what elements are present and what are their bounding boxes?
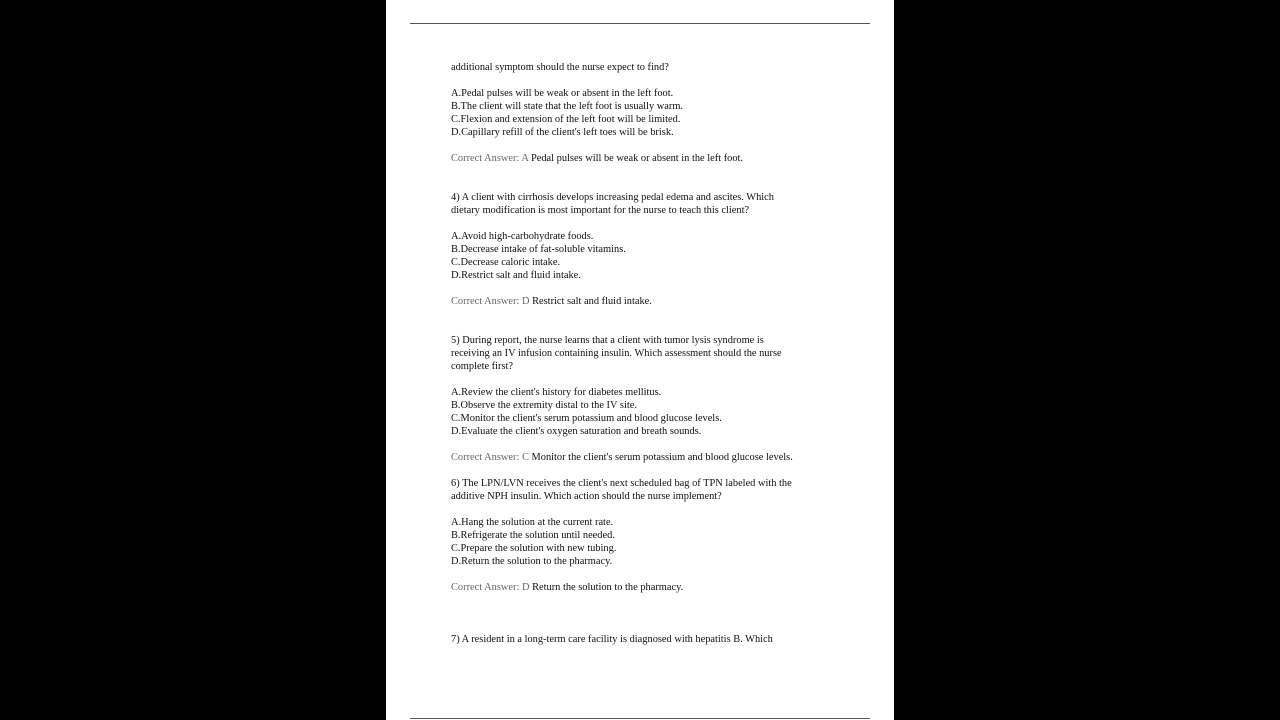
- option-c: C.Prepare the solution with new tubing.: [451, 543, 617, 554]
- option-c: C.Flexion and extension of the left foot will be limited.: [451, 114, 681, 125]
- correct-answer: [451, 295, 851, 308]
- correct-answer-label: Correct Answer: D: [451, 582, 530, 593]
- header-rule: [410, 23, 870, 24]
- option-c: C.Decrease caloric intake.: [451, 257, 561, 268]
- question-stem: dietary modification is most important for the nurse to teach this client?: [451, 205, 750, 216]
- option-b: B.Decrease intake of fat-soluble vitamins.: [451, 244, 626, 255]
- question-5: [451, 334, 851, 464]
- correct-answer-label: Correct Answer: D: [451, 296, 530, 307]
- question-stem: complete first?: [451, 361, 514, 372]
- question-stem: 7) A resident in a long-term care facility is diagnosed with hepatitis B. Which: [451, 634, 773, 645]
- question-stem: additive NPH insulin. Which action should the nurse implement?: [451, 491, 722, 502]
- correct-answer-text: Return the solution to the pharmacy.: [529, 582, 684, 593]
- correct-answer-text: Restrict salt and fluid intake.: [529, 296, 652, 307]
- option-a: A.Hang the solution at the current rate.: [451, 517, 614, 528]
- option-b: B.The client will state that the left foot is usually warm.: [451, 101, 684, 112]
- question-4: [451, 191, 851, 308]
- option-d: D.Return the solution to the pharmacy.: [451, 556, 613, 567]
- option-d: D.Capillary refill of the client's left toes will be brisk.: [451, 127, 674, 138]
- option-a: A.Avoid high-carbohydrate foods.: [451, 231, 594, 242]
- correct-answer-text: Monitor the client's serum potassium and blood glucose levels.: [528, 452, 793, 463]
- option-d: D.Restrict salt and fluid intake.: [451, 270, 581, 281]
- question-stem: receiving an IV infusion containing insulin. Which assessment should the nurse: [451, 348, 782, 359]
- footer-rule: [410, 718, 870, 719]
- option-c: C.Monitor the client's serum potassium and blood glucose levels.: [451, 413, 722, 424]
- option-d: D.Evaluate the client's oxygen saturation and breath sounds.: [451, 426, 702, 437]
- option-b: B.Refrigerate the solution until needed.: [451, 530, 615, 541]
- correct-answer: [451, 451, 851, 464]
- option-a: A.Pedal pulses will be weak or absent in the left foot.: [451, 88, 674, 99]
- correct-answer-text: Pedal pulses will be weak or absent in the left foot.: [528, 153, 744, 164]
- question-stem: 6) The LPN/LVN receives the client's next scheduled bag of TPN labeled with the: [451, 478, 792, 489]
- question-stem: 5) During report, the nurse learns that a client with tumor lysis syndrome is: [451, 335, 764, 346]
- question-3: [451, 61, 851, 165]
- document-page: [386, 0, 894, 720]
- correct-answer-label: Correct Answer: C: [451, 452, 529, 463]
- correct-answer-label: Correct Answer: A: [451, 153, 529, 164]
- correct-answer: [451, 581, 851, 594]
- correct-answer: [451, 152, 851, 165]
- page-content: [451, 61, 851, 646]
- option-a: A.Review the client's history for diabetes mellitus.: [451, 387, 662, 398]
- question-7: [451, 633, 851, 646]
- question-stem: 4) A client with cirrhosis develops increasing pedal edema and ascites. Which: [451, 192, 774, 203]
- question-stem: additional symptom should the nurse expect to find?: [451, 62, 669, 73]
- question-6: [451, 477, 851, 594]
- option-b: B.Observe the extremity distal to the IV site.: [451, 400, 637, 411]
